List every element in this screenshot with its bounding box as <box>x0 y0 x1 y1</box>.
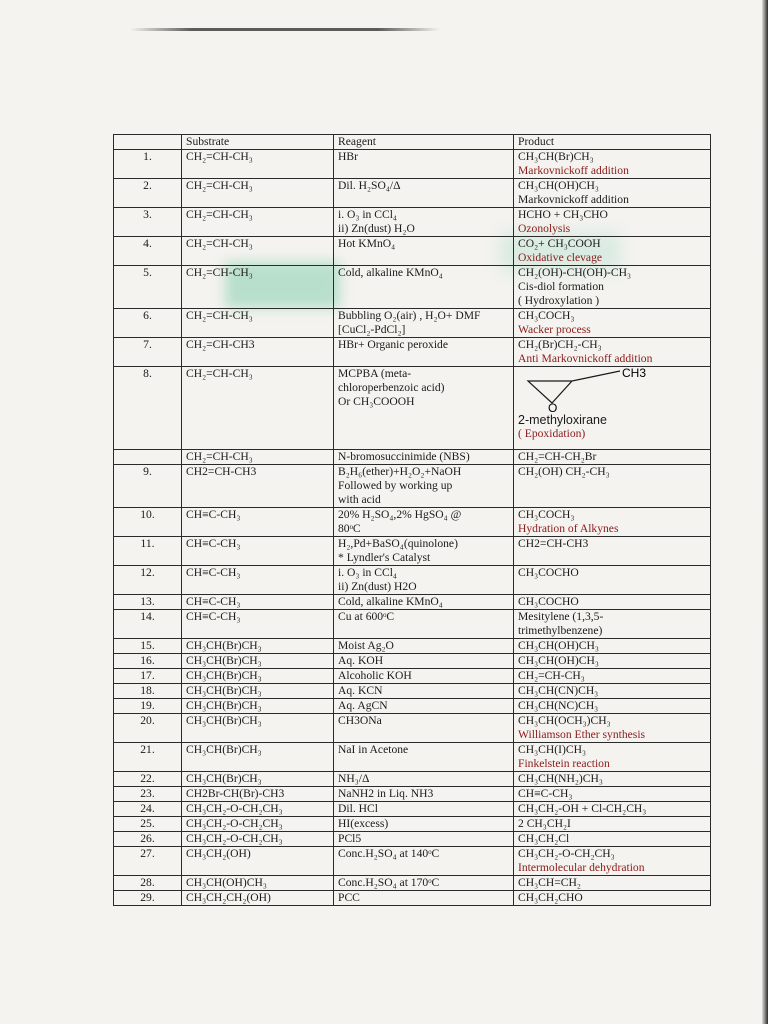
header-reagent: Reagent <box>334 135 514 150</box>
product-cell <box>514 338 711 367</box>
row-number: 17. <box>114 669 182 684</box>
table-row <box>114 891 711 906</box>
table-row <box>114 266 711 309</box>
product-text: CH₃CH₂-OH + Cl-CH₂CH₃ <box>518 802 647 815</box>
product-cell <box>514 772 711 787</box>
product-text: CH≡C-CH₃ <box>518 787 573 800</box>
product-text: CH₃CH₂-O-CH₂CH₃ <box>518 847 615 860</box>
row-number: 8. <box>114 367 182 450</box>
substrate-cell: CH₂=CH-CH₃ <box>182 237 334 266</box>
reagent-cell: HI(excess) <box>334 817 514 832</box>
header-number <box>114 135 182 150</box>
product-cell <box>514 595 711 610</box>
reagent-cell: Cold, alkaline KMnO₄ <box>334 266 514 309</box>
row-number <box>114 450 182 465</box>
reagent-cell: Bubbling O₂(air) , H₂O+ DMF [CuCl₂-PdCl₂] <box>334 309 514 338</box>
substrate-cell: CH₃CH₂(OH) <box>182 847 334 876</box>
product-text: CH₃CH(OH)CH₃ <box>518 654 599 667</box>
table-row <box>114 832 711 847</box>
substrate-cell: CH₃CH(Br)CH₃ <box>182 699 334 714</box>
table-row <box>114 714 711 743</box>
product-text: CH₃CH(CN)CH₃ <box>518 684 599 697</box>
scan-shadow-line <box>130 28 440 31</box>
row-number: 29. <box>114 891 182 906</box>
product-cell <box>514 266 711 309</box>
substrate-cell: CH₃CH(Br)CH₃ <box>182 639 334 654</box>
reagent-cell: Moist Ag₂O <box>334 639 514 654</box>
substrate-cell: CH₂=CH-CH3 <box>182 338 334 367</box>
product-text: CH₃CH(OH)CH₃ <box>518 639 599 652</box>
table-row <box>114 639 711 654</box>
substrate-cell: CH≡C-CH₃ <box>182 595 334 610</box>
product-text: CO₂+ CH₃COOH <box>518 237 601 250</box>
row-number: 4. <box>114 237 182 266</box>
substrate-cell: CH₃CH₂CH₂(OH) <box>182 891 334 906</box>
row-number: 10. <box>114 508 182 537</box>
row-number: 15. <box>114 639 182 654</box>
reagent-cell: HBr+ Organic peroxide <box>334 338 514 367</box>
table-row <box>114 309 711 338</box>
header-product: Product <box>514 135 711 150</box>
row-number: 14. <box>114 610 182 639</box>
table-row <box>114 743 711 772</box>
reagent-cell: Aq. KOH <box>334 654 514 669</box>
page-edge-shadow <box>762 0 768 1024</box>
table-row <box>114 847 711 876</box>
substrate-cell: CH≡C-CH₃ <box>182 537 334 566</box>
reagent-cell: B₂H₆(ether)+H₂O₂+NaOH Followed by working up with acid <box>334 465 514 508</box>
product-text: CH₃CH(Br)CH₃ <box>518 150 594 163</box>
row-number: 24. <box>114 802 182 817</box>
methyl-label: CH3 <box>622 367 647 380</box>
reagent-cell: i. O₃ in CCl₄ ii) Zn(dust) H2O <box>334 566 514 595</box>
product-cell <box>514 817 711 832</box>
product-cell <box>514 669 711 684</box>
product-cell <box>514 787 711 802</box>
product-text: CH₂(Br)CH₂-CH₃ <box>518 338 602 351</box>
product-cell <box>514 508 711 537</box>
table-row <box>114 566 711 595</box>
row-number: 19. <box>114 699 182 714</box>
row-number: 22. <box>114 772 182 787</box>
reagent-cell: 20% H₂SO₄,2% HgSO₄ @ 80ᵒC <box>334 508 514 537</box>
reagent-cell: Conc.H₂SO₄ at 170ᵒC <box>334 876 514 891</box>
table-row <box>114 654 711 669</box>
substrate-cell: CH₂=CH-CH₃ <box>182 150 334 179</box>
product-text: CH2=CH-CH3 <box>518 537 589 550</box>
reagent-cell: CH3ONa <box>334 714 514 743</box>
table-row <box>114 669 711 684</box>
product-text: CH₂=CH-CH₃ <box>518 669 585 682</box>
row-number: 7. <box>114 338 182 367</box>
row-number: 23. <box>114 787 182 802</box>
product-text: HCHO + CH₃CHO <box>518 208 608 221</box>
reaction-name-note: Anti Markovnickoff addition <box>518 352 653 365</box>
substrate-cell: CH≡C-CH₃ <box>182 610 334 639</box>
product-cell <box>514 891 711 906</box>
product-cell <box>514 876 711 891</box>
reagent-cell: Cold, alkaline KMnO₄ <box>334 595 514 610</box>
product-text: CH₃CH(I)CH₃ <box>518 743 586 756</box>
reaction-name-note: Wacker process <box>518 323 591 336</box>
epoxide-structure <box>518 367 706 441</box>
reaction-name-note: Hydration of Alkynes <box>518 522 619 535</box>
product-cell <box>514 802 711 817</box>
product-cell <box>514 743 711 772</box>
row-number: 25. <box>114 817 182 832</box>
reagent-cell: Conc.H₂SO₄ at 140ᵒC <box>334 847 514 876</box>
substrate-cell: CH₂=CH-CH₃ <box>182 367 334 450</box>
table-row <box>114 787 711 802</box>
table-row <box>114 208 711 237</box>
row-number: 9. <box>114 465 182 508</box>
product-cell <box>514 639 711 654</box>
table-row <box>114 817 711 832</box>
row-number: 16. <box>114 654 182 669</box>
product-text: CH₃CH(NH₂)CH₃ <box>518 772 603 785</box>
row-number: 21. <box>114 743 182 772</box>
product-text: CH₂=CH-CH₂Br <box>518 450 597 463</box>
table-row <box>114 367 711 450</box>
table-row <box>114 684 711 699</box>
epoxide-name: 2-methyloxirane <box>518 413 607 427</box>
substrate-cell: CH₂=CH-CH₃ <box>182 450 334 465</box>
substrate-cell: CH₃CH₂-O-CH₂CH₃ <box>182 817 334 832</box>
substrate-cell: CH₃CH(Br)CH₃ <box>182 772 334 787</box>
product-text: CH₃CH(NC)CH₃ <box>518 699 599 712</box>
substrate-cell: CH₃CH(Br)CH₃ <box>182 743 334 772</box>
substrate-cell: CH₂=CH-CH₃ <box>182 309 334 338</box>
reagent-cell: NaI in Acetone <box>334 743 514 772</box>
oxygen-label: O <box>548 401 558 413</box>
product-text: CH₃COCHO <box>518 566 579 579</box>
substrate-cell: CH₂=CH-CH₃ <box>182 208 334 237</box>
substrate-cell: CH₃CH(Br)CH₃ <box>182 669 334 684</box>
table-row <box>114 465 711 508</box>
reaction-name-note: Oxidative clevage <box>518 251 603 264</box>
product-cell <box>514 537 711 566</box>
row-number: 26. <box>114 832 182 847</box>
reagent-cell: HBr <box>334 150 514 179</box>
reagent-cell: PCC <box>334 891 514 906</box>
row-number: 13. <box>114 595 182 610</box>
reagent-cell: Dil. H₂SO₄/Δ <box>334 179 514 208</box>
product-cell <box>514 699 711 714</box>
product-text: CH₃COCH₃ <box>518 508 575 521</box>
product-cell <box>514 237 711 266</box>
table-row <box>114 772 711 787</box>
reagent-cell: N-bromosuccinimide (NBS) <box>334 450 514 465</box>
reagent-cell: Aq. KCN <box>334 684 514 699</box>
product-text: CH₃CH(OCH₃)CH₃ <box>518 714 611 727</box>
product-cell <box>514 179 711 208</box>
substrate-cell: CH₃CH₂-O-CH₂CH₃ <box>182 802 334 817</box>
table-row <box>114 537 711 566</box>
reactions-table <box>113 134 711 906</box>
product-text: CH₃CH₂Cl <box>518 832 570 845</box>
substrate-cell: CH≡C-CH₃ <box>182 508 334 537</box>
reaction-name-note: Williamson Ether synthesis <box>518 728 646 741</box>
product-cell <box>514 714 711 743</box>
substrate-cell: CH2=CH-CH3 <box>182 465 334 508</box>
product-text: CH₃COCH₃ <box>518 309 575 322</box>
product-cell <box>514 309 711 338</box>
substrate-cell: CH₃CH₂-O-CH₂CH₃ <box>182 832 334 847</box>
product-cell <box>514 654 711 669</box>
header-substrate: Substrate <box>182 135 334 150</box>
table-row <box>114 699 711 714</box>
product-cell <box>514 847 711 876</box>
reagent-cell: Aq. AgCN <box>334 699 514 714</box>
reagent-cell: NaNH2 in Liq. NH3 <box>334 787 514 802</box>
product-cell <box>514 150 711 179</box>
reagent-cell: Cu at 600ᵒC <box>334 610 514 639</box>
table-row <box>114 450 711 465</box>
row-number: 1. <box>114 150 182 179</box>
row-number: 28. <box>114 876 182 891</box>
reagent-cell: H₂,Pd+BaSO₄(quinolone) * Lyndler's Catalyst <box>334 537 514 566</box>
product-cell <box>514 450 711 465</box>
reaction-name-note: Finkelstein reaction <box>518 757 610 770</box>
reaction-name-note: Intermolecular dehydration <box>518 861 645 874</box>
table-row <box>114 876 711 891</box>
substrate-cell: CH₃CH(OH)CH₃ <box>182 876 334 891</box>
substrate-cell: CH₂=CH-CH₃ <box>182 179 334 208</box>
row-number: 5. <box>114 266 182 309</box>
substrate-cell: CH2Br-CH(Br)-CH3 <box>182 787 334 802</box>
product-cell <box>514 684 711 699</box>
epoxide-bonds <box>528 371 620 403</box>
reaction-name-note: Markovnickoff addition <box>518 193 629 206</box>
product-cell <box>514 367 711 450</box>
row-number: 18. <box>114 684 182 699</box>
table-row <box>114 237 711 266</box>
product-cell <box>514 610 711 639</box>
row-number: 3. <box>114 208 182 237</box>
table-row <box>114 150 711 179</box>
reagent-cell: Alcoholic KOH <box>334 669 514 684</box>
row-number: 12. <box>114 566 182 595</box>
table-row <box>114 338 711 367</box>
product-text: CH₃CH₂CHO <box>518 891 583 904</box>
table-row <box>114 595 711 610</box>
substrate-cell: CH₂=CH-CH₃ <box>182 266 334 309</box>
substrate-cell: CH₃CH(Br)CH₃ <box>182 684 334 699</box>
table-row <box>114 802 711 817</box>
reagent-cell: PCl5 <box>334 832 514 847</box>
product-cell <box>514 465 711 508</box>
product-text: CH₂(OH)-CH(OH)-CH₃ Cis-diol formation ( Hydroxylation ) <box>518 266 632 307</box>
table-row <box>114 508 711 537</box>
row-number: 20. <box>114 714 182 743</box>
product-cell <box>514 208 711 237</box>
reagent-cell: Dil. HCl <box>334 802 514 817</box>
reaction-name-note: Markovnickoff addition <box>518 164 629 177</box>
row-number: 6. <box>114 309 182 338</box>
substrate-cell: CH₃CH(Br)CH₃ <box>182 654 334 669</box>
reaction-name-note: Ozonolysis <box>518 222 571 235</box>
row-number: 2. <box>114 179 182 208</box>
product-text: CH₃CH(OH)CH₃ <box>518 179 599 192</box>
reagent-cell: MCPBA (meta- chloroperbenzoic acid) Or CH₃COOOH <box>334 367 514 450</box>
row-number: 27. <box>114 847 182 876</box>
row-number: 11. <box>114 537 182 566</box>
product-text: CH₃COCHO <box>518 595 579 608</box>
substrate-cell: CH₃CH(Br)CH₃ <box>182 714 334 743</box>
product-cell <box>514 566 711 595</box>
reaction-name-note: ( Epoxidation) <box>518 427 586 440</box>
reagent-cell: i. O₃ in CCl₄ ii) Zn(dust) H₂O <box>334 208 514 237</box>
product-text: 2 CH₃CH₂I <box>518 817 571 830</box>
product-text: Mesitylene (1,3,5- trimethylbenzene) <box>518 610 604 637</box>
product-text: CH₂(OH) CH₂-CH₃ <box>518 465 610 478</box>
reagent-cell: NH₃/Δ <box>334 772 514 787</box>
substrate-cell: CH≡C-CH₃ <box>182 566 334 595</box>
product-cell <box>514 832 711 847</box>
header-row <box>114 135 711 150</box>
table-row <box>114 610 711 639</box>
product-text: CH₃CH=CH₂ <box>518 876 581 889</box>
epoxide-ring-icon <box>522 367 672 413</box>
reagent-cell: Hot KMnO₄ <box>334 237 514 266</box>
table-row <box>114 179 711 208</box>
